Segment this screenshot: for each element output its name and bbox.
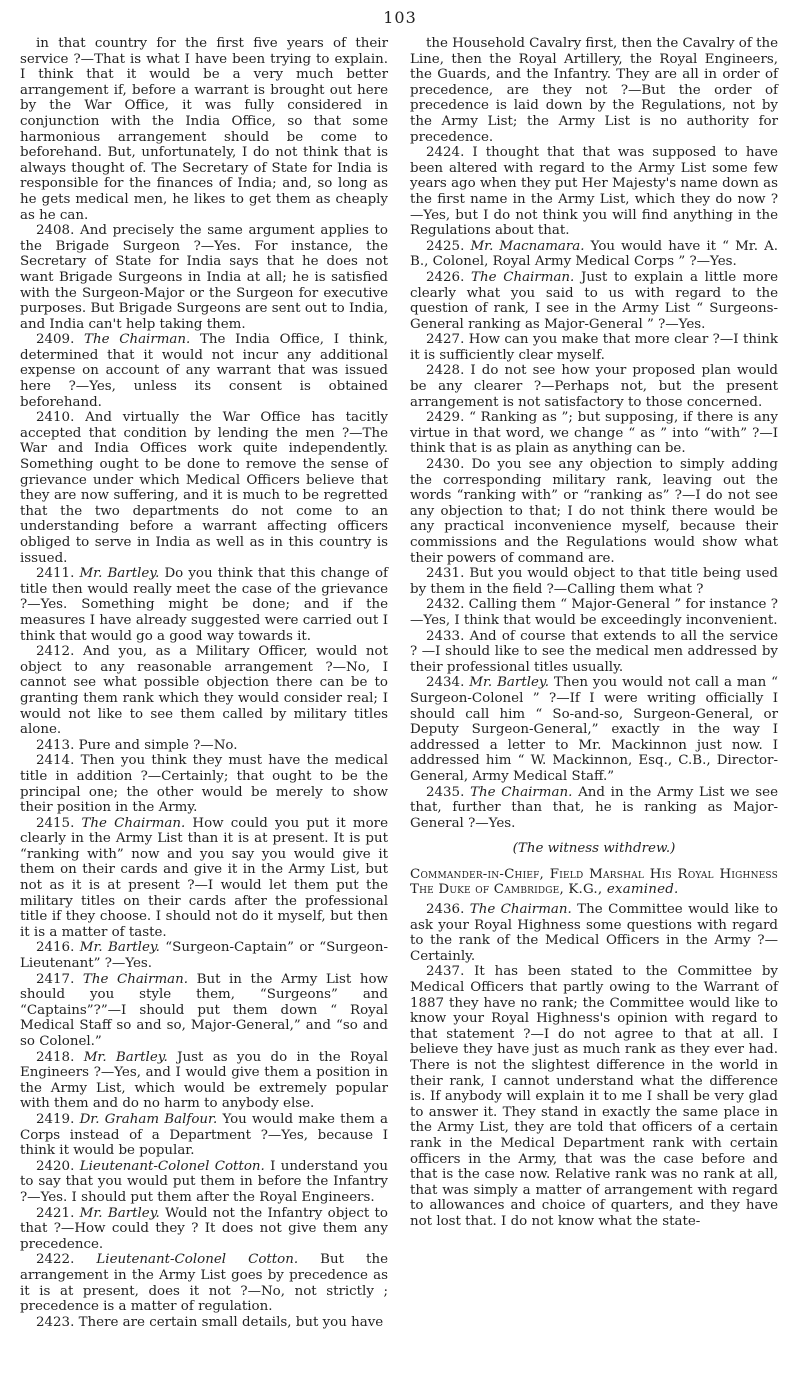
speaker-name: The Chairman. bbox=[81, 815, 186, 831]
witness-note bbox=[410, 841, 778, 857]
testimony-paragraph: 2422. Lieutenant-Colonel Cotton. But the arrangement in the Army List goes by precedence as it is at present, does it not ?—No, not strictly ; precedence is a matter of regulation. bbox=[20, 1252, 388, 1315]
testimony-paragraph: 2419. Dr. Graham Balfour. You would make them a Corps instead of a Department ?—Yes, because I think it would be popular. bbox=[20, 1111, 388, 1159]
testimony-paragraph: 2410. And virtually the War Office has tacitly accepted that condition by lending the men ?—The War and India Offices work quite independently. Something ought to be done to remove the sense of grievance under which Medical Officers believe that they are now suffering, and it is much to be regretted that the two departments do not come to an understanding before a warrant affecting officers obliged to serve in India as well as in this country is issued. bbox=[20, 410, 388, 566]
witness-note-text: (The witness withdrew.) bbox=[512, 841, 676, 857]
speaker-name: The Chairman. bbox=[470, 784, 573, 800]
testimony-paragraph: 2436. The Chairman. The Committee would like to ask your Royal Highness some questions with regard to the rank of the Medical Officers in the Army ?—Certainly. bbox=[410, 902, 778, 964]
testimony-paragraph: 2421. Mr. Bartley. Would not the Infantry object to that ?—How could they ? It does not give them any precedence. bbox=[20, 1205, 388, 1252]
left-column bbox=[20, 36, 388, 1330]
testimony-paragraph: 2413. Pure and simple ?—No. bbox=[36, 737, 238, 753]
testimony-paragraph: 2435. The Chairman. And in the Army List we see that, further than that, he is ranking as Major-General ?—Yes. bbox=[410, 784, 778, 831]
testimony-paragraph: 2429. “ Ranking as ”; but supposing, if there is any virtue in that word, we change “ as ” into “with” ?—I think that is as plain as anything can be. bbox=[410, 410, 778, 457]
testimony-paragraph: 2425. Mr. Macnamara. You would have it “ Mr. A. B., Colonel, Royal Army Medical Corps ” ?—Yes. bbox=[410, 238, 779, 270]
examinee-name: Commander-in-Chief, Field Marshal His Royal Highness The Duke of Cambridge, K.G., bbox=[410, 866, 778, 898]
testimony-paragraph: 2424. I thought that that was supposed to have been altered with regard to the Army List some few years ago when they put Her Majesty's name down as the first name in the Army List, which they do now ?—Yes, but I do not think you will find anything in the Regulations about that. bbox=[410, 145, 778, 239]
speaker-name: Dr. Graham Balfour. bbox=[79, 1111, 218, 1127]
speaker-name: Lieutenant-Colonel Cotton. bbox=[79, 1158, 265, 1174]
speaker-name: The Chairman. bbox=[469, 902, 572, 918]
testimony-paragraph: the Household Cavalry first, then the Cavalry of the Line, then the Royal Artillery, the Royal Engineers, the Guards, and the Infantry. They are all in order of precedence, are they not ?—But the order of precedence is laid down by the Regulations, not by the Army List; the Army List is no authority for precedence. bbox=[410, 36, 779, 145]
testimony-paragraph: 2432. Calling them “ Major-General ” for instance ? —Yes, I think that would be exceedingly inconvenient. bbox=[410, 597, 778, 628]
speaker-name: The Chairman. bbox=[82, 971, 189, 987]
testimony-paragraph: 2423. There are certain small details, but you have bbox=[36, 1314, 384, 1330]
examinee-status: examined. bbox=[606, 882, 679, 898]
speaker-name: Mr. Bartley. bbox=[79, 1205, 160, 1221]
examinee-heading bbox=[410, 867, 778, 898]
testimony-paragraph: 2408. And precisely the same argument applies to the Brigade Surgeon ?—Yes. For instance, the Secretary of State for India says that he does not want Brigade Surgeons in India at all; he is satisfied with the Surgeon-Major or the Surgeon for executive purposes. But Brigade Surgeons are sent out to India, and India can't help taking them. bbox=[20, 223, 388, 332]
testimony-paragraph: 2409. The Chairman. The India Office, I think, determined that it would not incur any additional expense on account of any warrant that was issued here ?—Yes, unless its consent is obtained beforehand. bbox=[20, 332, 389, 410]
testimony-paragraph: 2428. I do not see how your proposed plan would be any clearer ?—Perhaps not, but the present arrangement is not satisfactory to those concerned. bbox=[410, 363, 778, 410]
testimony-paragraph: 2431. But you would object to that title being used by them in the field ?—Calling them what ? bbox=[410, 566, 778, 597]
speaker-name: Mr. Bartley. bbox=[79, 940, 160, 956]
testimony-paragraph: 2437. It has been stated to the Committee by Medical Officers that partly owing to the Warrant of 1887 they have no rank; the Committee would like to know your Royal Highness's opinion with regard to that statement ?—I do not agree to that at all. I believe they have just as much rank as they ever had. There is not the slightest difference in the world in their rank, I cannot understand what the difference is. If anybody will explain it to me I shall be very glad to answer it. They stand in exactly the same place in the Army List, they are told that officers of a certain rank in the Medical Department rank with certain officers in the Army, that was the case before and that is the case now. Relative rank was no rank at all, that was simply a matter of arrangement with regard to allowances and choice of quarters, and they have not lost that. I do not know what the state- bbox=[410, 964, 778, 1229]
right-column bbox=[410, 36, 778, 1230]
testimony-paragraph: 2426. The Chairman. Just to explain a little more clearly what you said to us with regard to the question of rank, I see in the Army List “ Surgeons-General ranking as Major-General ” ?—Yes. bbox=[410, 269, 778, 332]
testimony-paragraph: 2414. Then you think they must have the medical title in addition ?—Certainly; that ought to be the principal one; the other would be merely to show their position in the Army. bbox=[20, 753, 388, 816]
speaker-name: Lieutenant-Colonel Cotton. bbox=[96, 1252, 299, 1268]
right-column-top bbox=[410, 36, 778, 831]
right-column-bottom bbox=[410, 902, 778, 1229]
speaker-name: Mr. Bartley. bbox=[83, 1049, 168, 1065]
testimony-paragraph: 2434. Mr. Bartley. Then you would not call a man “ Surgeon-Colonel ” ?—If I were writing officially I should call him “ So-and-so, Surgeon-General, or Deputy Surgeon-General,” exactly in the way I addressed a letter to Mr. Mackinnon just now. I addressed him “ W. Mackinnon, Esq., C.B., Director-General, Army Medical Staff.” bbox=[410, 675, 778, 784]
speaker-name: Mr. Bartley. bbox=[79, 566, 160, 582]
speaker-name: Mr. Bartley. bbox=[469, 675, 549, 691]
testimony-paragraph: in that country for the first five years of their service ?—That is what I have been trying to explain. I think that it would be a very much better arrangement if, before a warrant is brought out here by the War Office, it was fully considered in conjunction with the India Office, so that some harmonious arrangement should be come to beforehand. But, unfortunately, I do not think that is always thought of. The Secretary of State for India is responsible for the finances of India; and, so long as he gets medical men, he likes to get them as cheaply as he can. bbox=[20, 36, 388, 223]
testimony-paragraph: 2411. Mr. Bartley. Do you think that this change of title then would really meet the case of the grievance ?—Yes. Something might be done; and if the measures I have already suggested were carried out I think that would go a good way towards it. bbox=[20, 566, 388, 644]
testimony-paragraph: 2433. And of course that extends to all the service ? —I should like to see the medical men addressed by their professional titles usually. bbox=[410, 628, 778, 675]
testimony-paragraph: 2412. And you, as a Military Officer, would not object to any reasonable arrangement ?—No, I cannot see what possible objection there can be to granting them rank which they would consider real; I would not like to see them called by military titles alone. bbox=[20, 644, 388, 738]
speaker-name: The Chairman. bbox=[84, 332, 191, 348]
speaker-name: Mr. Macnamara. bbox=[470, 238, 585, 254]
testimony-paragraph: 2416. Mr. Bartley. “Surgeon-Captain” or “Surgeon-Lieutenant” ?—Yes. bbox=[20, 940, 388, 972]
testimony-paragraph: 2427. How can you make that more clear ?—I think it is sufficiently clear myself. bbox=[410, 332, 778, 363]
speaker-name: The Chairman. bbox=[471, 269, 575, 285]
testimony-paragraph: 2415. The Chairman. How could you put it more clearly in the Army List than it is at present. It is put “ranking with” now and you say you would give it them on their cards and give it in the Army List, but not as it is at present ?—I would let them put the military titles on their cards after the professional title if they choose. I should not do it myself, but then it is a matter of taste. bbox=[20, 815, 389, 940]
page-number: 103 bbox=[383, 8, 417, 27]
testimony-paragraph: 2420. Lieutenant-Colonel Cotton. I understand you to say that you would put them in before the Infantry ?—Yes. I should put them after the Royal Engineers. bbox=[20, 1158, 389, 1205]
testimony-paragraph: 2418. Mr. Bartley. Just as you do in the Royal Engineers ?—Yes, and I would give them a position in the Army List, which would be extremely popular with them and do no harm to anybody else. bbox=[20, 1049, 389, 1112]
testimony-paragraph: 2417. The Chairman. But in the Army List how should you style them, “Surgeons” and “Captains”?”—I should put them down “ Royal Medical Staff so and so, Major-General,” and “so and so Colonel.” bbox=[20, 971, 388, 1049]
testimony-paragraph: 2430. Do you see any objection to simply adding the corresponding military rank, leaving out the words “ranking with” or “ranking as” ?—I do not see any objection to that; I do not think there would be any practical inconvenience myself, because their commissions and the Regulations would show what their powers of command are. bbox=[410, 457, 778, 566]
